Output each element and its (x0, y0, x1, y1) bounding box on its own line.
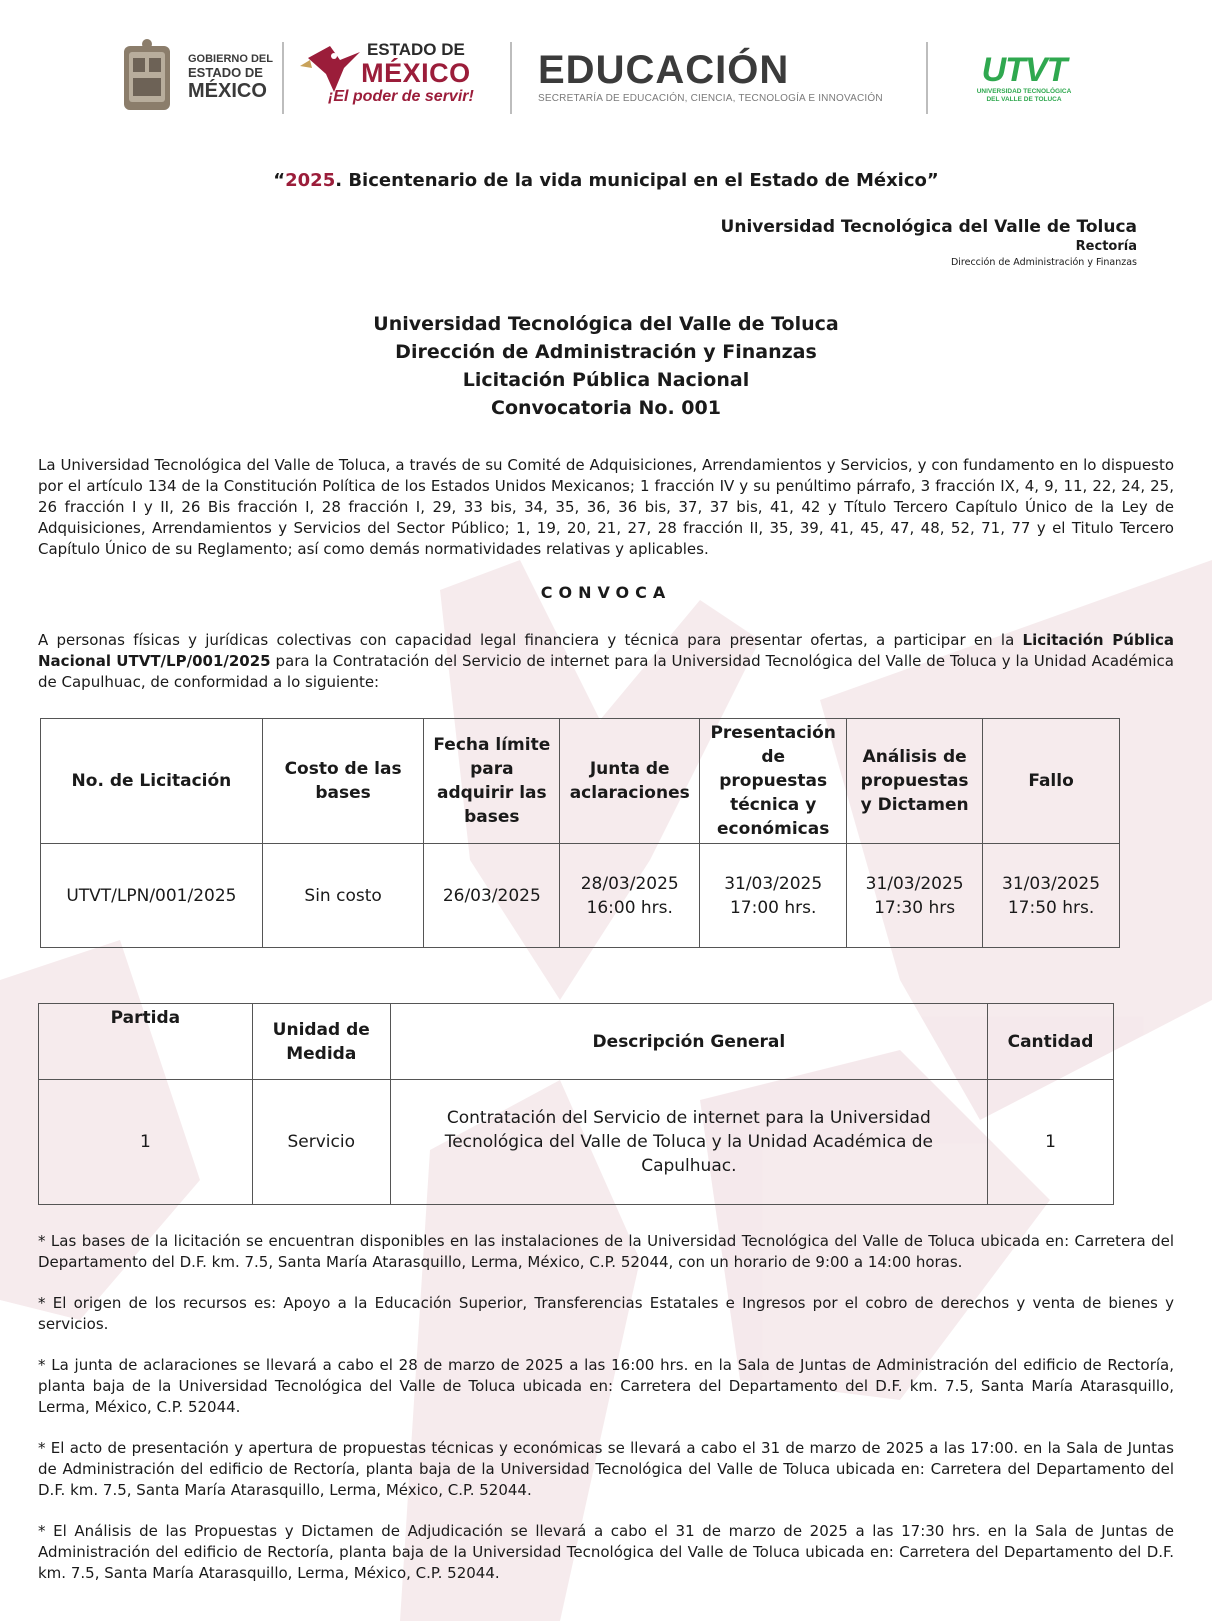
table-header-cell: Cantidad (988, 1004, 1114, 1080)
utvt-logo (974, 52, 1074, 104)
table-header-row (39, 1004, 1114, 1080)
utvt-logo-mark: UTVT (981, 51, 1067, 89)
table-header-cell: Unidad de Medida (252, 1004, 390, 1080)
estado-de-mexico-text (328, 40, 474, 107)
table-header-cell: Junta de aclaraciones (560, 719, 700, 844)
motto-open-quote: “ (273, 170, 286, 191)
note-junta: * La junta de aclaraciones se llevará a cabo el 28 de marzo de 2025 a las 16:00 hrs. en la Sala de Juntas de Administración del edificio de Rectoría, planta baja de la Universidad Tecnológica del Valle de Toluca ubicada en: Carretera del Departamento del D.F. km. 7.5, Santa María Atarasquillo, Lerma, México, C.P. 52044. (38, 1356, 1174, 1416)
table-cell: 31/03/2025 17:00 hrs. (700, 844, 847, 948)
table-header-cell: Partida (39, 1004, 253, 1080)
table-cell: 28/03/2025 16:00 hrs. (560, 844, 700, 948)
table-cell: UTVT/LPN/001/2025 (41, 844, 263, 948)
rectoria-block (721, 216, 1137, 271)
gobierno-line-2: ESTADO DE (188, 65, 263, 80)
educacion-title: EDUCACIÓN (538, 48, 790, 92)
state-coat-of-arms-icon (118, 38, 176, 116)
items-table (38, 1003, 1114, 1205)
title-line-1: Universidad Tecnológica del Valle de Toluca (373, 313, 839, 335)
gobierno-line-3: MÉXICO (188, 80, 267, 102)
table-row (39, 1080, 1114, 1205)
note-recursos: * El origen de los recursos es: Apoyo a la Educación Superior, Transferencias Estatales e Ingresos por el cobro de derechos y venta de bienes y servicios. (38, 1294, 1174, 1333)
title-line-4: Convocatoria No. 001 (491, 397, 721, 419)
table-header-cell: Fallo (983, 719, 1120, 844)
table-header-cell: Presentación de propuestas técnica y económicas (700, 719, 847, 844)
table-header-cell: No. de Licitación (41, 719, 263, 844)
title-line-2: Dirección de Administración y Finanzas (395, 341, 817, 363)
call-paragraph (38, 630, 1174, 693)
educacion-logo (538, 50, 1212, 104)
table-header-cell: Fecha límite para adquirir las bases (424, 719, 560, 844)
note-bases: * Las bases de la licitación se encuentran disponibles en las instalaciones de la Universidad Tecnológica del Valle de Toluca ubicada en: Carretera del Departamento del D.F. km. 7.5, Santa María Atarasquillo, Lerma, México, C.P. 52044, con un horario de 9:00 a 14:00 horas. (38, 1232, 1174, 1271)
table-cell: Servicio (252, 1080, 390, 1205)
table-header-cell: Descripción General (390, 1004, 987, 1080)
utvt-logo-sub-2: DEL VALLE DE TOLUCA (986, 96, 1062, 103)
call-text-bold: Licitación Pública Nacional UTVT/LP/001/2025 (38, 631, 1174, 670)
table-cell: 1 (988, 1080, 1114, 1205)
table-cell: 31/03/2025 17:50 hrs. (983, 844, 1120, 948)
table-cell: 26/03/2025 (424, 844, 560, 948)
header-divider (926, 42, 928, 114)
table-header-cell: Análisis de propuestas y Dictamen (847, 719, 983, 844)
table-cell: 1 (39, 1080, 253, 1205)
motto-year: 2025 (285, 170, 336, 191)
table-header-row (41, 719, 1120, 844)
estado-line-1: ESTADO DE (366, 40, 465, 59)
call-text-before: A personas físicas y jurídicas colectivas con capacidad legal financiera y técnica para presentar ofertas, a participar en la (38, 631, 1023, 649)
title-line-3: Licitación Pública Nacional (462, 369, 750, 391)
gobierno-line-1: GOBIERNO DEL (188, 53, 273, 65)
motto (0, 170, 1212, 191)
note-analisis: * El Análisis de las Propuestas y Dictamen de Adjudicación se llevará a cabo el 31 de marzo de 2025 a las 17:30 hrs. en la Sala de Juntas de Administración del edificio de Rectoría, planta baja de la Universidad Tecnológica del Valle de Toluca ubicada en: Carretera del Departamento del D.F. km. 7.5, Santa María Atarasquillo, Lerma, México, C.P. 52044. (38, 1522, 1174, 1582)
estado-slogan: ¡El poder de servir! (328, 88, 474, 105)
utvt-logo-sub-1: UNIVERSIDAD TECNOLÓGICA (976, 88, 1072, 95)
rectoria-office: Rectoría (1075, 239, 1137, 254)
educacion-subtitle: SECRETARÍA DE EDUCACIÓN, CIENCIA, TECNOLOGÍA E INNOVACIÓN (538, 93, 883, 104)
schedule-table (40, 718, 1120, 948)
motto-rest: . Bicentenario de la vida municipal en el Estado de México” (335, 170, 939, 191)
rectoria-direction: Dirección de Administración y Finanzas (950, 257, 1137, 268)
convoca-heading: CONVOCA (540, 583, 672, 602)
table-row (41, 844, 1120, 948)
table-cell: 31/03/2025 17:30 hrs (847, 844, 983, 948)
header-divider (282, 42, 284, 114)
note-presentacion: * El acto de presentación y apertura de propuestas técnicas y económicas se llevará a cabo el 31 de marzo de 2025 a las 17:00. en la Sala de Juntas de Administración del edificio de Rectoría, planta baja de la Universidad Tecnológica del Valle de Toluca ubicada en: Carretera del Departamento del D.F. km. 7.5, Santa María Atarasquillo, Lerma, México, C.P. 52044. (38, 1439, 1174, 1499)
table-header-cell: Costo de las bases (262, 719, 424, 844)
table-cell: Contratación del Servicio de internet para la Universidad Tecnológica del Valle de Toluca y la Unidad Académica de Capulhuac. (390, 1080, 987, 1205)
document-title (0, 310, 1212, 422)
gobierno-text (188, 52, 273, 102)
rectoria-university: Universidad Tecnológica del Valle de Toluca (720, 217, 1137, 237)
call-text-after: para la Contratación del Servicio de internet para la Universidad Tecnológica del Valle de Toluca y la Unidad Académica de Capulhuac, de conformidad a lo siguiente: (38, 652, 1174, 691)
table-cell: Sin costo (262, 844, 424, 948)
intro-paragraph: La Universidad Tecnológica del Valle de Toluca, a través de su Comité de Adquisiciones, Arrendamientos y Servicios, y con fundamento en lo dispuesto por el artículo 134 de la Constitución Política de los Estados Unidos Mexicanos; 1 fracción IV y su penúltimo párrafo, 3 fracción IX, 4, 9, 11, 22, 24, 25, 26 fracción I y II, 26 Bis fracción I, 28 fracción I, 29, 33 bis, 34, 35, 36, 36 bis, 37, 37 bis, 41, 42 y Título Tercero Capítulo Único de la Ley de Adquisiciones, Arrendamientos y Servicios del Sector Público; 1, 19, 20, 21, 27, 28 fracción II, 35, 39, 41, 45, 47, 48, 52, 71, 77 y el Titulo Tercero Capítulo Único de su Reglamento; así como demás normatividades relativas y aplicables. (38, 456, 1174, 558)
header-logos (118, 38, 1078, 118)
estado-line-2: MÉXICO (361, 58, 471, 88)
header-divider (510, 42, 512, 114)
